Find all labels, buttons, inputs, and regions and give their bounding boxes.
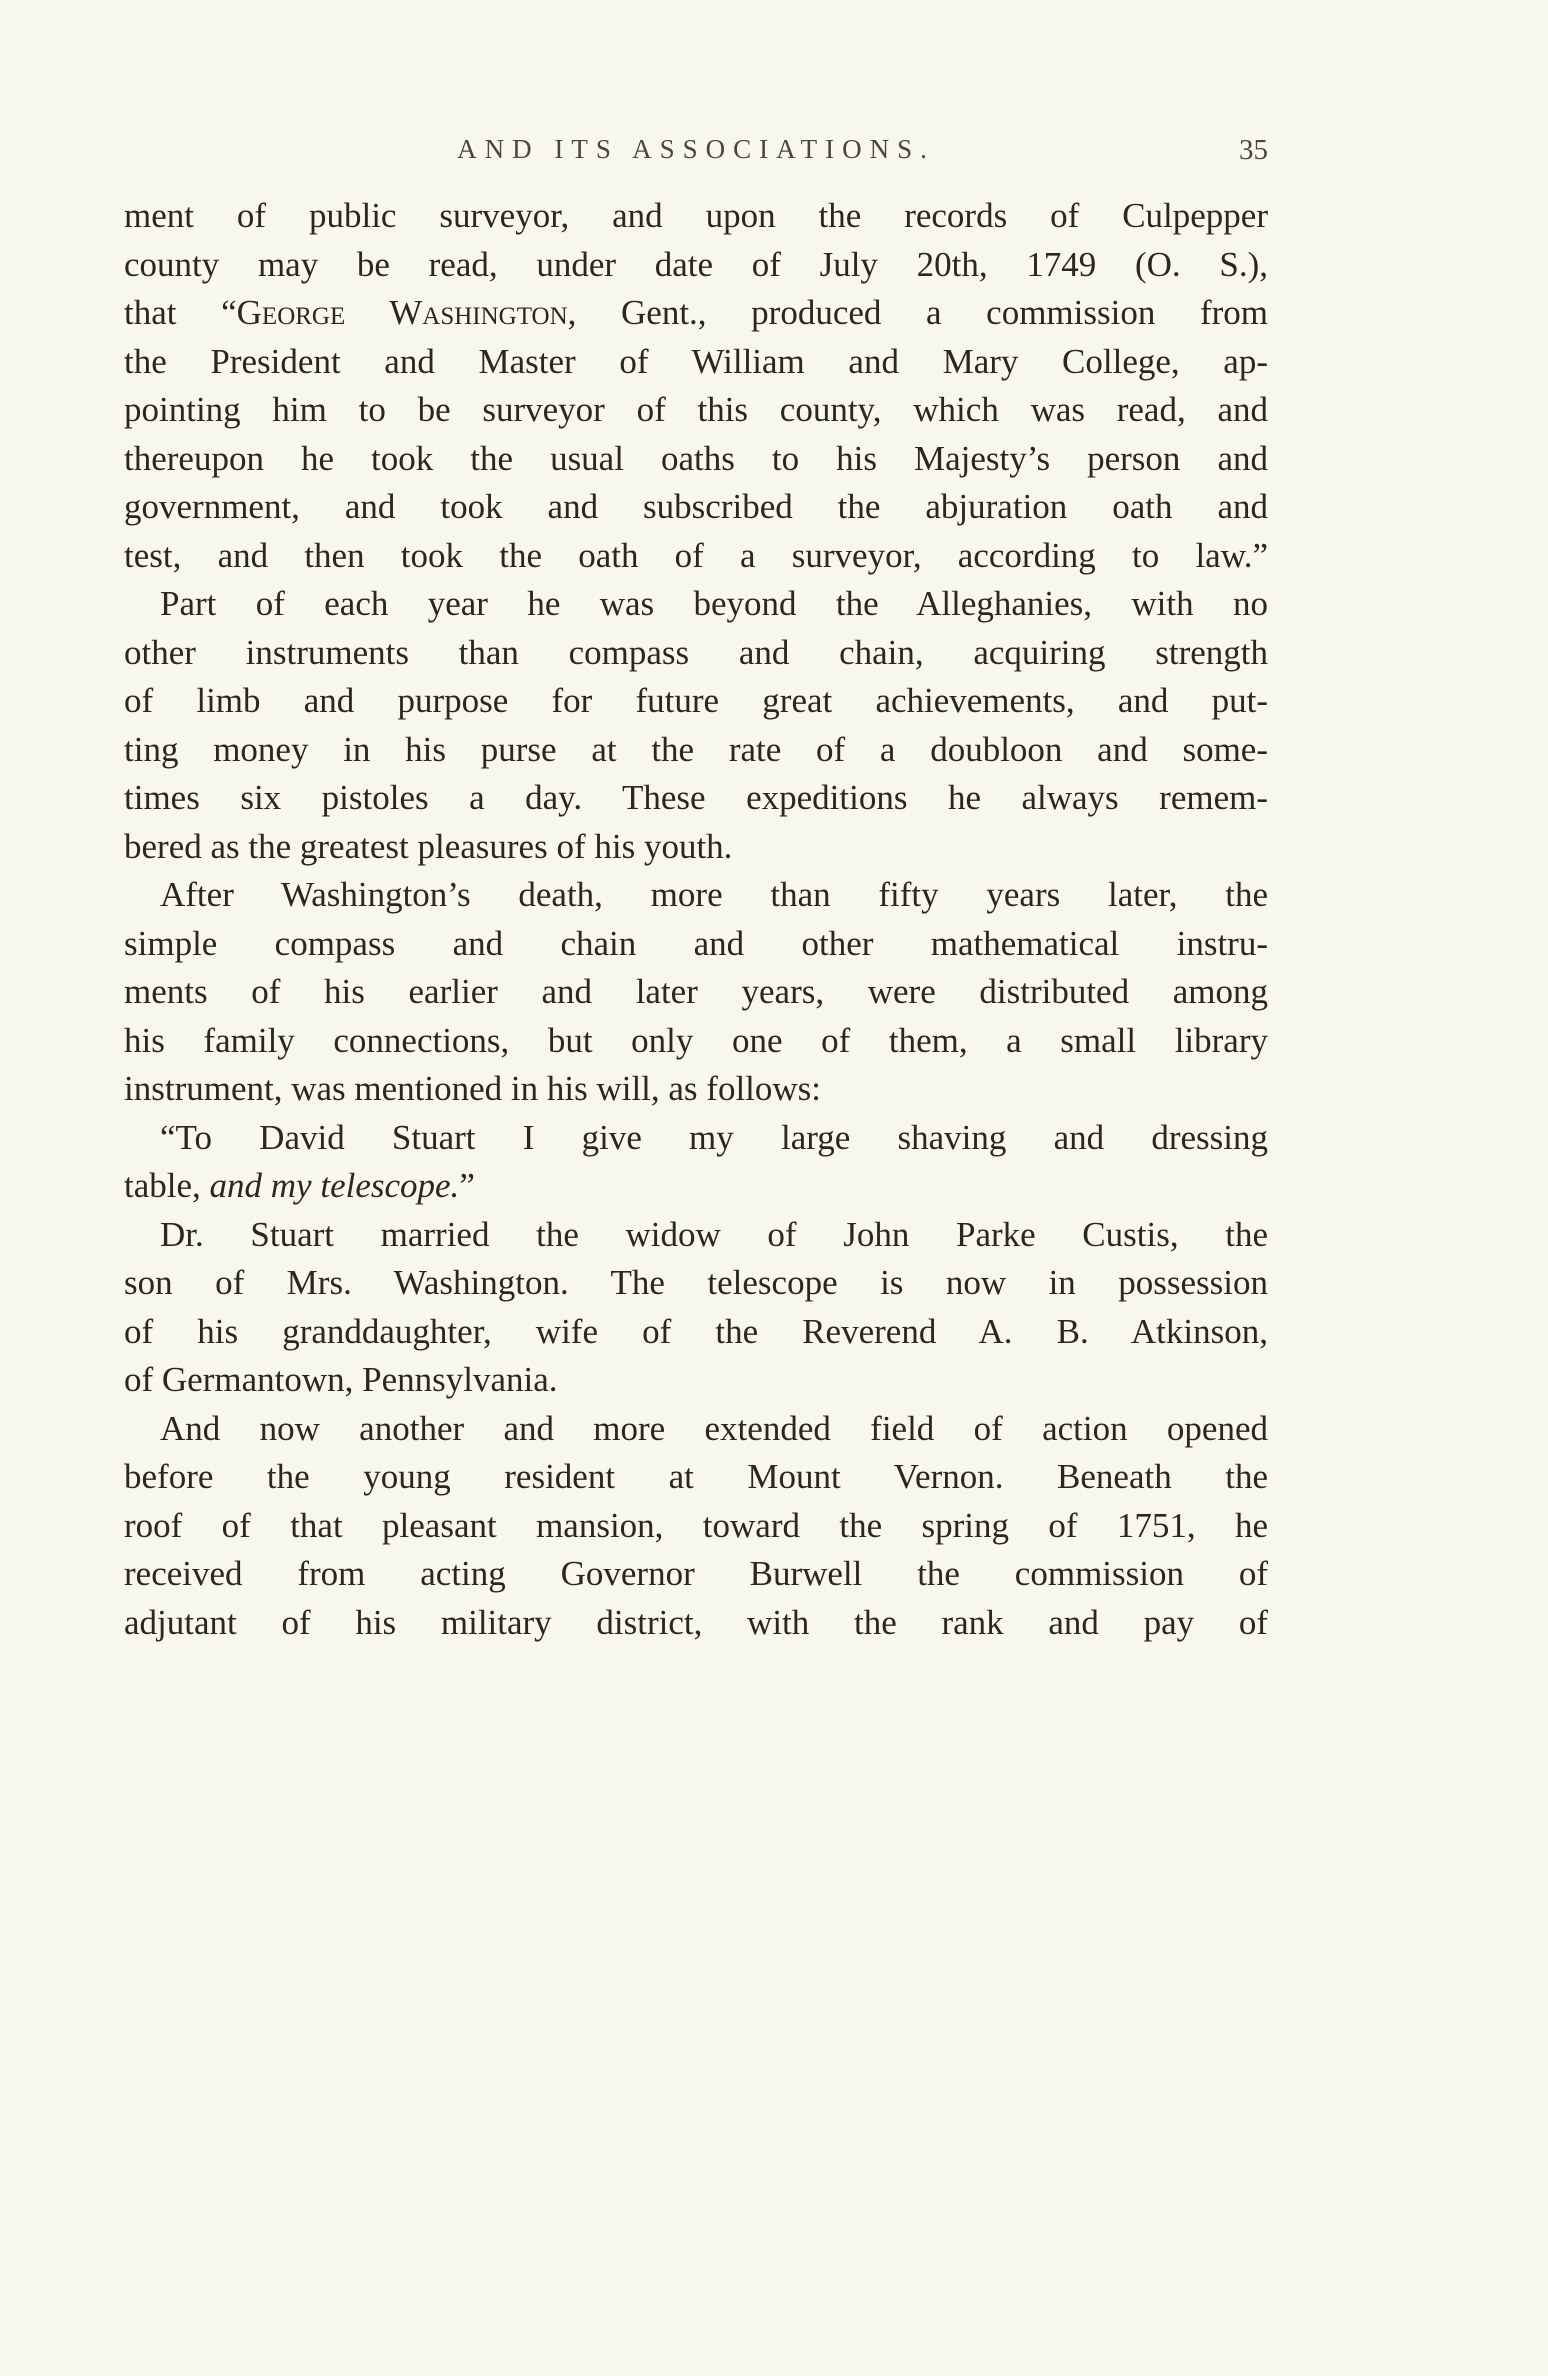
- text-line-3-prefix: that “: [124, 293, 237, 332]
- page-number: 35: [1239, 134, 1268, 166]
- text-line-29: received from acting Governor Burwell the commission of: [124, 1554, 1268, 1593]
- text-line-26: And now another and more extended field of action opened: [160, 1408, 1268, 1448]
- text-line-1: ment of public surveyor, and upon the records of Culpepper: [124, 196, 1268, 235]
- text-line-9: Part of each year he was beyond the Alleghanies, with no: [160, 584, 1268, 623]
- running-head: [124, 134, 1268, 174]
- text-line-6: thereupon he took the usual oaths to his Majesty’s person and: [124, 438, 1268, 478]
- name-george-washington: George Washington,: [236, 293, 577, 332]
- text-line-28: roof of that pleasant mansion, toward the spring of 1751, he: [124, 1505, 1268, 1545]
- body-text: [124, 192, 1268, 1647]
- text-line-23: son of Mrs. Washington. The telescope is now in possession: [124, 1263, 1268, 1302]
- text-line-3-rest: Gent., produced a commission from: [621, 293, 1268, 332]
- text-line-20: “To David Stuart I give my large shaving and dressing: [160, 1117, 1268, 1157]
- closing-quote: ”: [459, 1166, 475, 1205]
- text-line-30: adjutant of his military district, with the rank and pay of: [124, 1602, 1268, 1642]
- text-line-13: times six pistoles a day. These expeditions he always remem-: [124, 778, 1268, 817]
- text-line-17: ments of his earlier and later years, were distributed among: [124, 972, 1268, 1011]
- text-line-7: government, and took and subscribed the abjuration oath and: [124, 487, 1268, 526]
- text-line-8: test, and then took the oath of a surveyor, according to law.”: [124, 535, 1268, 575]
- text-line-21: [124, 1162, 1268, 1211]
- text-line-3: [124, 289, 1268, 338]
- text-line-15: After Washington’s death, more than fifty years later, the: [160, 875, 1268, 914]
- text-line-22: Dr. Stuart married the widow of John Parke Custis, the: [160, 1214, 1268, 1254]
- italic-phrase: and my telescope.: [209, 1166, 460, 1205]
- running-title: AND ITS ASSOCIATIONS.: [457, 134, 935, 164]
- text-line-24: of his granddaughter, wife of the Reverend A. B. Atkinson,: [124, 1311, 1268, 1351]
- text-line-16: simple compass and chain and other mathematical instru-: [124, 923, 1268, 963]
- text-line-11: of limb and purpose for future great achievements, and put-: [124, 681, 1268, 720]
- text-line-21-prefix: table,: [124, 1166, 201, 1205]
- text-line-2: county may be read, under date of July 20th, 1749 (O. S.),: [124, 244, 1268, 284]
- text-line-4: the President and Master of William and Mary College, ap-: [124, 341, 1268, 381]
- text-line-5: pointing him to be surveyor of this county, which was read, and: [124, 390, 1268, 429]
- text-line-14: bered as the greatest pleasures of his youth.: [124, 826, 733, 866]
- text-line-10: other instruments than compass and chain, acquiring strength: [124, 632, 1268, 672]
- text-line-27: before the young resident at Mount Vernon. Beneath the: [124, 1457, 1268, 1496]
- text-line-25: of Germantown, Pennsylvania.: [124, 1360, 558, 1399]
- text-line-12: ting money in his purse at the rate of a doubloon and some-: [124, 729, 1268, 769]
- text-line-18: his family connections, but only one of them, a small library: [124, 1020, 1268, 1060]
- text-line-19: instrument, was mentioned in his will, as follows:: [124, 1069, 822, 1108]
